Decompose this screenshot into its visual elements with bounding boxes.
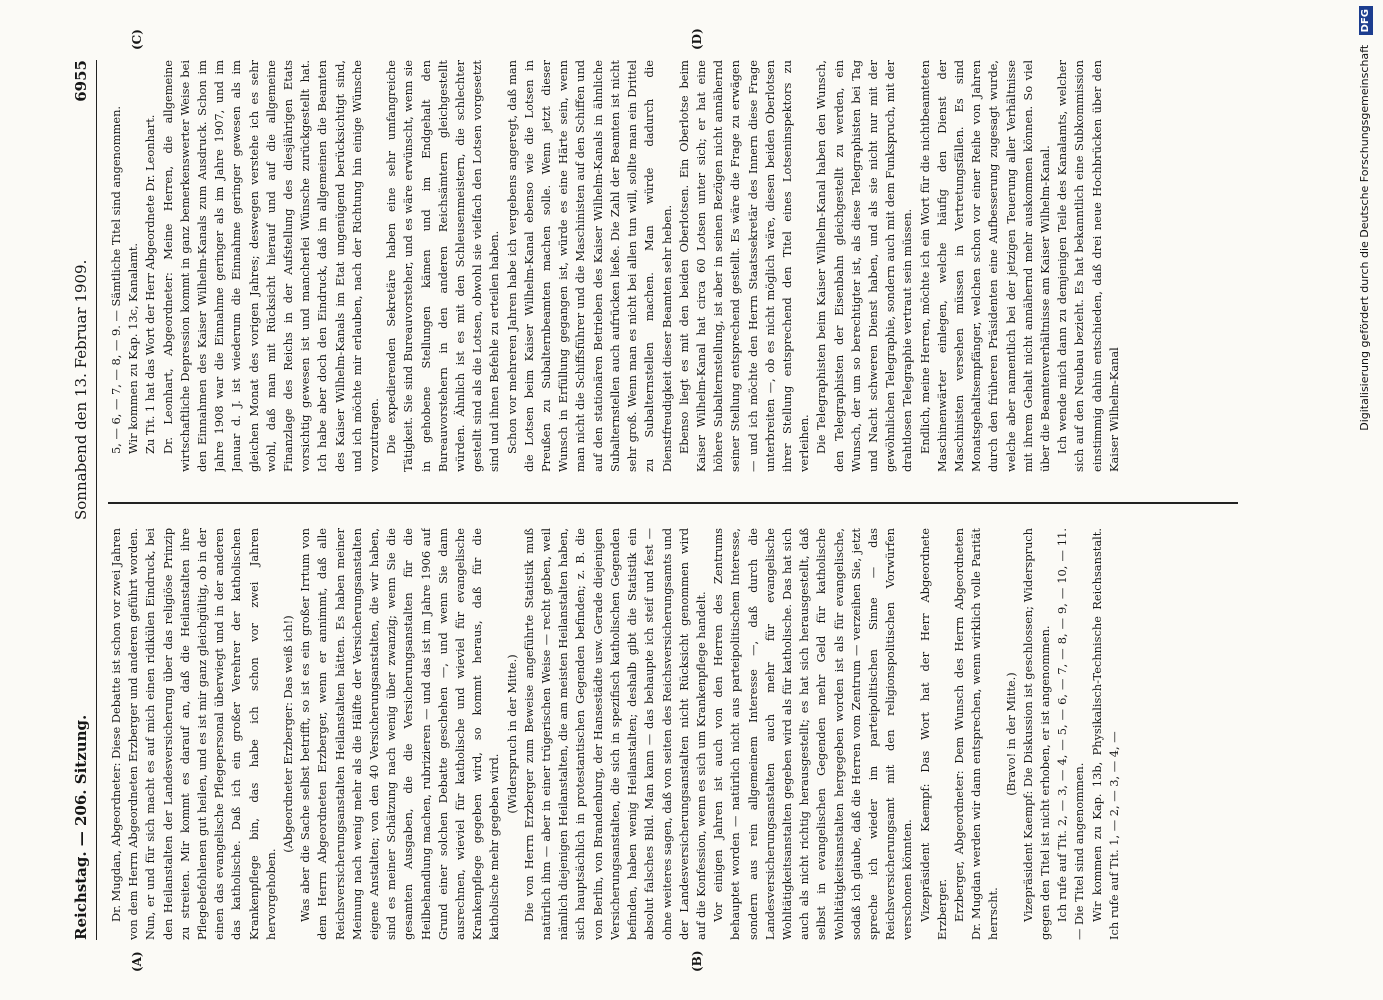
digitization-imprint: [1354, 6, 1376, 994]
paragraph: 5, — 6, — 7, — 8, — 9. — Sämtliche Titel sind angenommen.: [109, 105, 123, 454]
imprint-text: Digitalisierung gefördert durch die Deutsche Forschungsgemeinschaft: [1358, 44, 1371, 431]
paragraph: Zu Tit. 1 hat das Wort der Herr Abgeordnete Dr. Leonhart.: [143, 114, 158, 454]
interjection: (Widerspruch in der Mitte.): [504, 654, 519, 814]
paragraph: Die Telegraphisten beim Kaiser Wilhelm-Kanal haben den Wunsch, den Telegraphisten der Eisenbahn gleichgestellt zu werden, ein Wunsch, der um so berechtigter ist, als diese Telegraphisten bei Tag und Nacht schweren Dienst haben, und als sie nicht nur mit der gewöhnlichen Telegraphie, sondern auch mit dem Funkspruch, mit der drahtlosen Telegraphie vertraut sein müssen.: [814, 60, 915, 472]
margin-marker-c: (C): [130, 29, 144, 50]
paragraph: Wir kommen zu Kap. 13c, Kanalamt.: [126, 242, 141, 454]
left-column: [108, 528, 1238, 940]
paragraph: Vor einigen Jahren ist auch von den Herren des Zentrums behauptet worden — natürlich nicht aus parteipolitischem Interesse, sondern aus rein allgemeinem Interesse —, daß durch die Landesversicherungsanstalten auch mehr für evangelische Wohltätigkeitsanstalten gegeben wird als für katholische. Das hat sich auch als nicht richtig herausgestellt; es hat sich herausgestellt, daß selbst in evangelischen Gegenden mehr Geld für katholische Wohltätigkeitsanstalten hergegeben worden ist als für evangelische, sodaß ich glaube, daß die Herren vom Zentrum — verzeihen Sie, jetzt spreche ich wieder im parteipolitischen Sinne — das Reichsversicherungsamt mit den religionspolitischen Vorwürfen verschonen könnten.: [711, 528, 915, 940]
header-title: Reichstag. — 206. Sitzung.: [72, 714, 90, 940]
page-number: 6955: [72, 60, 90, 102]
paragraph: Schon vor mehreren Jahren habe ich vergebens angeregt, daß man die Lotsen beim Kaiser Wilhelm-Kanal ebenso wie die Lotsen in Preußen zu Subalternbeamten machen solle. Wenn jetzt dieser Wunsch in Erfüllung gegangen ist, würde es eine Härte sein, wenn man nicht die Schiffsführer und die Maschinisten auf den Schiffen und auf den stationären Betrieben des Kaiser Wilhelm-Kanals in ähnliche Subalternstellen auch aufrücken ließe. Die Zahl der Beamten ist nicht sehr groß. Wenn man es nicht bei allen tun will, sollte man ein Drittel zu Subalternstellen machen. Man würde dadurch die Dienstfreudigkeit dieser Beamten sehr heben.: [504, 60, 674, 472]
margin-marker-b: (B): [690, 950, 704, 972]
paragraph: Endlich, meine Herren, möchte ich ein Wort für die nichtbeamteten Maschinenwärter einlegen, welche häufig den Dienst der Maschinisten versehen müssen in Vertretungsfällen. Es sind Monatsgehaltsempfänger, welchen schon vor einer Reihe von Jahren durch den früheren Präsidenten eine Aufbesserung zugesagt wurde, welche aber namentlich bei der jetzigen Teuerung aller Verhältnisse mit ihrem Gehalt nicht annähernd mehr auskommen können. So viel über die Beamtenverhältnisse am Kaiser Wilhelm-Kanal.: [917, 60, 1052, 472]
margin-marker-a: (A): [130, 951, 144, 972]
paragraph: Ebenso liegt es mit den beiden Oberlotsen. Ein Oberlotse beim Kaiser Wilhelm-Kanal hat circa 60 Lotsen unter sich; er hat eine höhere Subalternstellung, ist aber in seinen Bezügen nicht annähernd seiner Stellung entsprechend gestellt. Es wäre die Frage zu erwägen — und ich möchte den Herrn Staatssekretär des Innern diese Frage unterbreiten —, ob es nicht möglich wäre, diesen beiden Oberlotsen ihrer Stellung entsprechend den Titel eines Lotseninspektors zu verleihen.: [676, 60, 812, 472]
paragraph: Ich wende mich dann zu demjenigen Teile des Kanalamts, welcher sich auf den Neubau bezieht. Es hat bekanntlich eine Subkommission einstimmig dahin entschieden, daß drei neue Hochbrücken über den Kaiser Wilhelm-Kanal: [1055, 60, 1121, 472]
interjection: (Abgeordneter Erzberger: Das weiß ich!): [281, 615, 296, 853]
dfg-logo: DFG: [1359, 6, 1373, 35]
page-header: [70, 60, 97, 940]
margin-marker-d: (D): [690, 28, 704, 50]
paragraph: Die expedierenden Sekretäre haben eine sehr umfangreiche Tätigkeit. Sie sind Bureauvorsteher, und es wäre erwünscht, wenn sie in gehobene Stellungen kämen und im Endgehalt den Bureauvorstehern in den anderen Reichsämtern gleichgestellt würden. Ähnlich ist es mit den Schleusenmeistern, die schlechter gestellt sind als die Lotsen, obwohl sie vielfach den Lotsen vorgesetzt sind und ihnen Befehle zu erteilen haben.: [384, 60, 502, 472]
paragraph: Die von Herrn Erzberger zum Beweise angeführte Statistik muß natürlich ihm — aber in einer trügerischen Weise — recht geben, weil nämlich diejenigen Heilanstalten, die am meisten Heilanstalten haben, sich hauptsächlich in protestantischen Gegenden befinden; z. B. die von Berlin, von Brandenburg, der Hansestädte usw. Gerade diejenigen Versicherungsanstalten, die sich in spezifisch katholischen Gegenden befinden, haben wenig Heilanstalten; deshalb gibt die Statistik ein absolut falsches Bild. Man kann — das behaupte ich steif und fest — ohne weiteres sagen, daß von seiten des Reichsversicherungsamts und der Landesversicherungsanstalten nicht Rücksicht genommen wird auf die Konfession, wenn es sich um Krankenpflege handelt.: [521, 528, 708, 940]
paragraph: Dr. Mugdan, Abgeordneter: Diese Debatte ist schon vor zwei Jahren von dem Herrn Abgeordneten Erzberger und anderen geführt worden. Nun, er und für sich macht es auf mich einen ridikülen Eindruck, bei den Heilanstalten der Landesversicherung über das religiöse Prinzip zu streiten. Mir kommt es darauf an, daß die Heilanstalten ihre Pflegebefohlenen gut heilen, und es ist mir ganz gleichgültig, ob in der einen das evangelische Pflegepersonal überwiegt und in der anderen das katholische. Daß ich ein großer Verehrer der katholischen Krankenpflege bin, das habe ich schon vor zwei Jahren hervorgehoben.: [109, 528, 278, 940]
paragraph: Erzberger, Abgeordneter: Dem Wunsch des Herrn Abgeordneten Dr. Mugdan werden wir dann entsprechen, wenn wirklich volle Parität herrscht.: [951, 528, 1001, 940]
paragraph: Was aber die Sache selbst betrifft, so ist es ein großer Irrtum von dem Herrn Abgeordneten Erzberger, wenn er annimmt, daß alle Reichsversicherungsanstalten Heilanstalten hätten. Es haben meiner Meinung nach wenig mehr als die Hälfte der Versicherungsanstalten eigene Anstalten; von den 40 Versicherungsanstalten, die wir haben, sind es meiner Schätzung nach wenig über zwanzig; wenn Sie die gesamten Ausgaben, die die Versicherungsanstalten für die Heilbehandlung machen, rubrizieren — und das ist im Jahre 1906 auf Grund einer solchen Debatte geschehen —, und wenn Sie dann ausrechnen, wieviel für katholische und wieviel für evangelische Krankenpflege gegeben wird, so kommt heraus, daß für die katholische mehr gegeben wird.: [298, 528, 502, 940]
paragraph: Wir kommen zu Kap. 13b, Physikalisch-Technische Reichsanstalt. Ich rufe auf Tit. 1, — 2, — 3, — 4, —: [1089, 528, 1121, 940]
paragraph: Vizepräsident Kaempf: Die Diskussion ist geschlossen; Widerspruch gegen den Titel ist nicht erhoben, er ist angenommen.: [1020, 528, 1052, 940]
column-divider: [108, 502, 1238, 504]
paragraph: Vizepräsident Kaempf: Das Wort hat der Herr Abgeordnete Erzberger.: [917, 528, 949, 940]
interjection: (Bravo! in der Mitte.): [1003, 672, 1018, 796]
paragraph: Ich rufe auf Tit. 2, — 3, — 4, — 5, — 6, — 7, — 8, — 9, — 10, — 11. — Die Titel sind angenommen.: [1055, 528, 1087, 940]
right-column: [108, 60, 1238, 472]
paragraph: Dr. Leonhart, Abgeordneter: Meine Herren, die allgemeine wirtschaftliche Depression kommt in ganz bemerkenswerter Weise bei den Einnahmen des Kaiser Wilhelm-Kanals zum Ausdruck. Schon im Jahre 1908 war die Einnahme geringer als im Jahre 1907, und im Januar d. J. ist wiederum die Einnahme geringer gewesen als im gleichen Monat des vorigen Jahres; deswegen verstehe ich es sehr wohl, daß man mit Rücksicht hierauf und auf die allgemeine Finanzlage des Reichs in der Aufstellung des diesjährigen Etats vorsichtig gewesen ist und mancherlei Wünsche zurückgestellt hat. Ich habe aber doch den Eindruck, daß im allgemeinen die Beamten des Kaiser Wilhelm-Kanals im Etat ungenügend berücksichtigt sind, und ich möchte mir erlauben, nach der Richtung hin einige Wünsche vorzutragen.: [160, 60, 382, 472]
header-date: Sonnabend den 13. Februar 1909.: [72, 259, 90, 520]
